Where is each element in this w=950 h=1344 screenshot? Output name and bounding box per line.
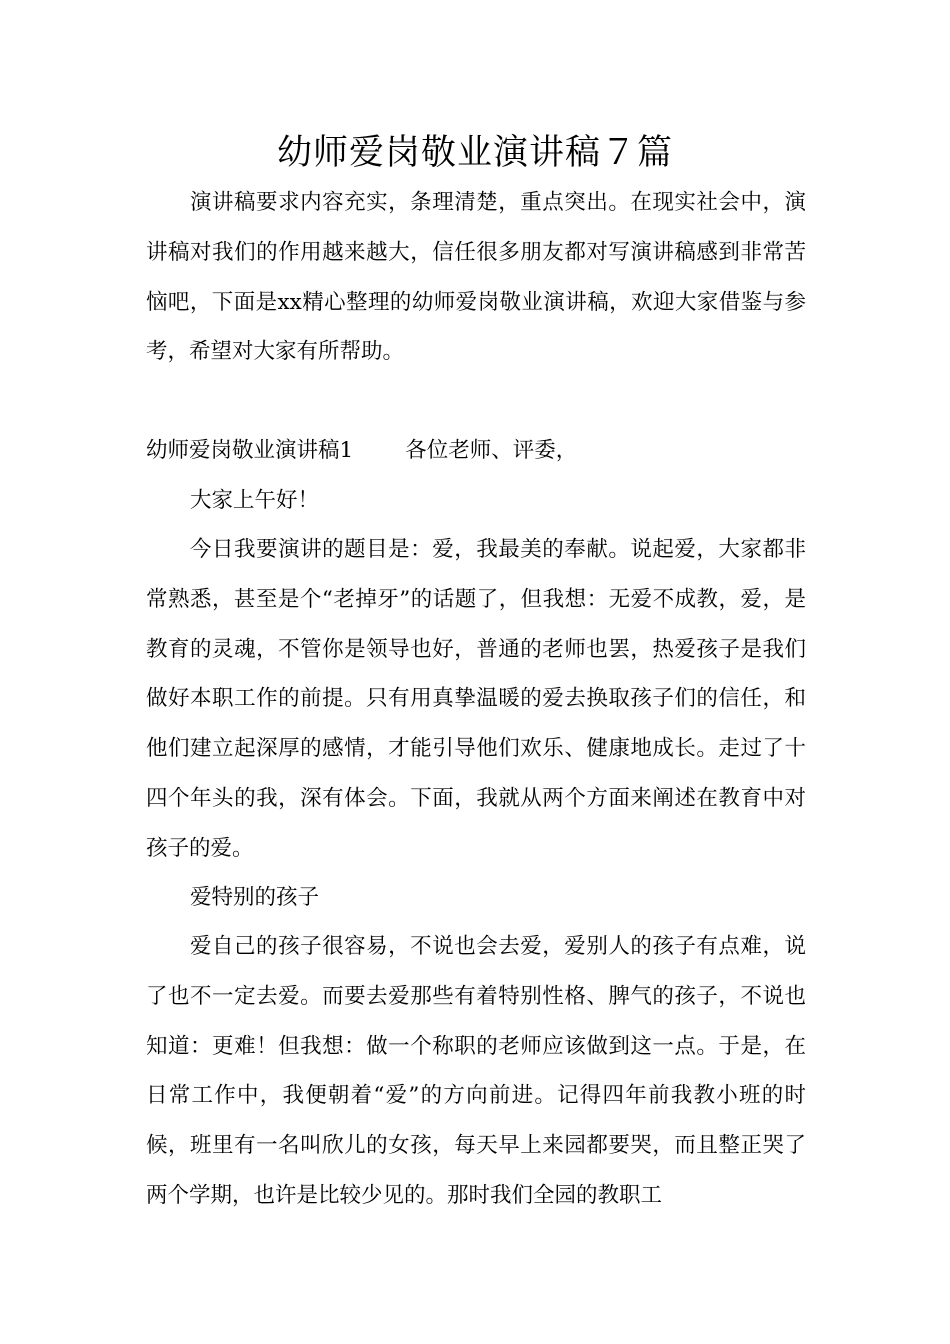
- section-heading: 幼师爱岗敬业演讲稿1: [146, 438, 354, 463]
- subheading: 爱特别的孩子: [190, 885, 320, 910]
- salutation: 各位老师、评委，: [405, 438, 578, 463]
- section-heading-line: [146, 426, 806, 476]
- document-title: 幼师爱岗敬业演讲稿７篇: [276, 133, 673, 173]
- intro-paragraph: 演讲稿要求内容充实，条理清楚，重点突出。在现实社会中，演讲稿对我们的作用越来越大，信任很多朋友都对写演讲稿感到非常苦恼吧，下面是xx精心整理的幼师爱岗敬业演讲稿，欢迎大家借鉴与参考，希望对大家有所帮助。: [146, 190, 806, 365]
- body-paragraph-1: 今日我要演讲的题目是：爱，我最美的奉献。说起爱，大家都非常熟悉，甚至是个“老掉牙”的话题了，但我想：无爱不成教，爱，是教育的灵魂，不管你是领导也好，普通的老师也罢，热爱孩子是我们做好本职工作的前提。只有用真挚温暖的爱去换取孩子们的信任，和他们建立起深厚的感情，才能引导他们欢乐、健康地成长。走过了十四个年头的我，深有体会。下面，我就从两个方面来阐述在教育中对孩子的爱。: [146, 537, 806, 861]
- body-paragraph-2: 爱自己的孩子很容易，不说也会去爱，爱别人的孩子有点难，说了也不一定去爱。而要去爱那些有着特别性格、脾气的孩子，不说也知道：更难！但我想：做一个称职的老师应该做到这一点。于是，在日常工作中，我便朝着“爱”的方向前进。记得四年前我教小班的时候，班里有一名叫欣儿的女孩，每天早上来园都要哭，而且整正哭了两个学期，也许是比较少见的。那时我们全园的教职工: [146, 934, 806, 1208]
- greeting-paragraph: 大家上午好！: [190, 488, 320, 513]
